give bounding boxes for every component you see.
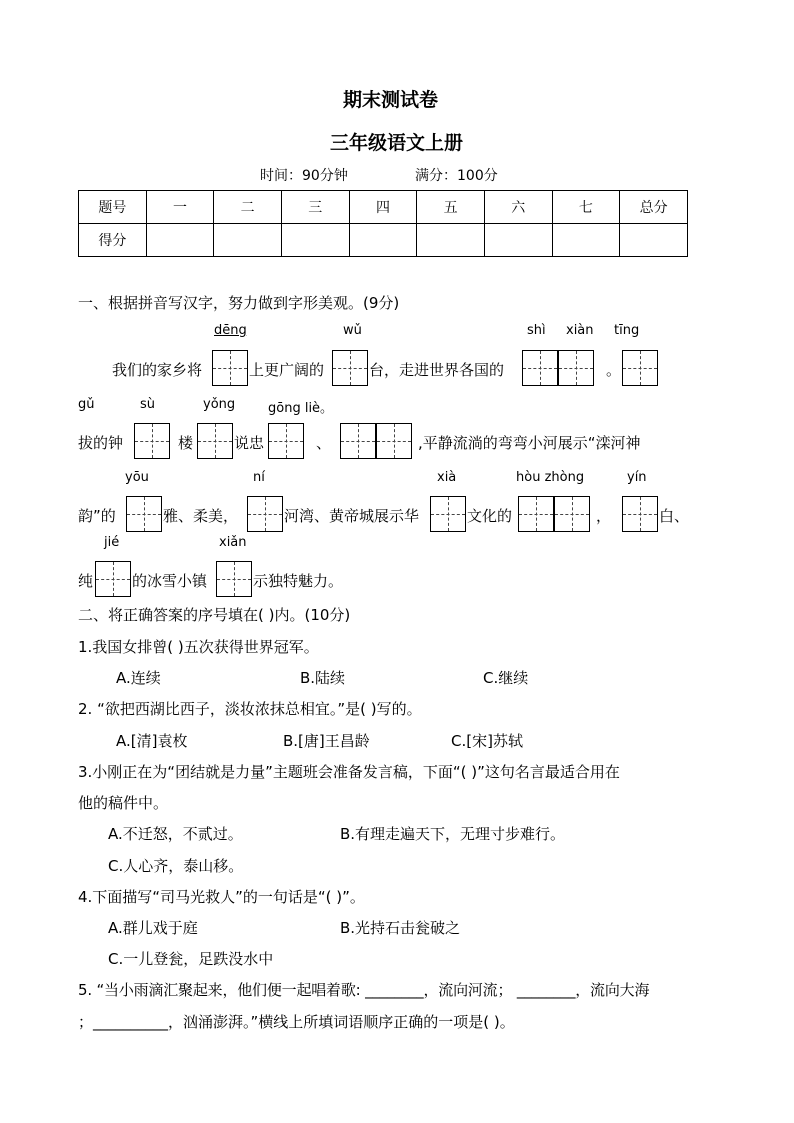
option[interactable]: B.光持石击瓮破之 [340, 919, 461, 937]
pinyin: xià [437, 470, 457, 485]
section-2-heading: 二、将正确答案的序号填在( )内。(10分) [78, 606, 351, 624]
question: 4.下面描写“司马光救人”的一句话是“( )”。 [78, 888, 365, 906]
pinyin: yǒng [203, 397, 236, 412]
table-cell: 七 [552, 191, 620, 224]
char-box[interactable] [332, 350, 368, 386]
text: 。 [606, 361, 622, 379]
pinyin: shì [527, 323, 546, 338]
pinyin: hòu zhòng [516, 470, 585, 485]
pinyin: yín [627, 470, 647, 485]
table-cell: 六 [484, 191, 552, 224]
score-input-cell[interactable] [484, 224, 552, 257]
pinyin: xiàn [566, 323, 594, 338]
question: 1.我国女排曾( )五次获得世界冠军。 [78, 638, 319, 656]
char-box[interactable] [622, 350, 658, 386]
question: 5. “当小雨滴汇聚起来，他们便一起唱着歌: ________，流向河流； ________，流向大海 [78, 981, 650, 999]
text: 台，走进世界各国的 [369, 361, 505, 379]
text: ， [596, 507, 612, 525]
score-input-cell[interactable] [349, 224, 417, 257]
option[interactable]: C.一儿登瓮，足跌没水中 [108, 950, 274, 968]
score-input-cell[interactable] [146, 224, 214, 257]
text: 楼 [178, 434, 194, 452]
text: 、 [316, 434, 332, 452]
score-input-cell[interactable] [552, 224, 620, 257]
question: 3.小刚正在为“团结就是力量”主题班会准备发言稿，下面“( )”这句名言最适合用在 [78, 763, 620, 781]
pinyin: gōng liè。 [268, 401, 334, 416]
text: 示独特魅力。 [253, 572, 344, 590]
pinyin: xiǎn [219, 535, 247, 550]
char-box[interactable] [622, 496, 658, 532]
pinyin: yōu [125, 470, 149, 485]
char-box[interactable] [268, 423, 304, 459]
question: 2. “欲把西湖比西子，淡妆浓抹总相宜。”是( )写的。 [78, 700, 422, 718]
question: ；__________，汹涌澎湃。”横线上所填词语顺序正确的一项是( )。 [78, 1013, 515, 1031]
pinyin: sù [140, 397, 156, 412]
char-box[interactable] [197, 423, 233, 459]
option[interactable]: A.不迁怒，不贰过。 [108, 825, 243, 843]
text: 河湾、黄帝城展示华 [284, 507, 420, 525]
score-input-cell[interactable] [620, 224, 688, 257]
table-cell: 五 [417, 191, 485, 224]
pinyin: ní [253, 470, 265, 485]
pinyin: jié [104, 535, 120, 550]
text: ,平静流淌的弯弯小河展示“滦河神 [418, 434, 641, 452]
table-cell: 二 [214, 191, 282, 224]
table-row [79, 224, 688, 257]
table-cell: 四 [349, 191, 417, 224]
option[interactable]: B.有理走遍天下，无理寸步难行。 [340, 825, 566, 843]
table-cell: 总分 [620, 191, 688, 224]
char-box[interactable] [340, 423, 376, 459]
pinyin: wǔ [343, 323, 362, 338]
char-box[interactable] [212, 350, 248, 386]
char-box[interactable] [95, 561, 131, 597]
option[interactable]: C.[宋]苏轼 [451, 732, 523, 750]
score-input-cell[interactable] [214, 224, 282, 257]
text: 雅、柔美， [163, 507, 239, 525]
char-box[interactable] [554, 496, 590, 532]
text: 我们的家乡将 [112, 361, 203, 379]
char-box[interactable] [247, 496, 283, 532]
pinyin: tīng [614, 323, 640, 338]
score-table [78, 190, 688, 257]
text: 说忠 [234, 434, 265, 452]
text: 纯 [78, 572, 94, 590]
char-box[interactable] [126, 496, 162, 532]
text: 上更广阔的 [249, 361, 325, 379]
pinyin: gǔ [78, 397, 95, 412]
char-box[interactable] [522, 350, 558, 386]
pinyin: dēng [214, 323, 247, 338]
question: 他的稿件中。 [78, 794, 169, 812]
option[interactable]: A.群儿戏于庭 [108, 919, 198, 937]
score-label: 满分：100分 [415, 168, 498, 184]
text: 韵”的 [78, 507, 116, 525]
section-1-heading: 一、根据拼音写汉字，努力做到字形美观。(9分) [78, 294, 400, 312]
text: 文化的 [467, 507, 513, 525]
table-cell: 题号 [79, 191, 147, 224]
table-cell: 一 [146, 191, 214, 224]
option[interactable]: A.连续 [116, 669, 161, 687]
score-input-cell[interactable] [281, 224, 349, 257]
char-box[interactable] [134, 423, 170, 459]
time-label: 时间：90分钟 [260, 168, 348, 184]
option[interactable]: B.[唐]王昌龄 [283, 732, 370, 750]
text: 拔的钟 [78, 434, 124, 452]
score-input-cell[interactable] [417, 224, 485, 257]
table-cell: 得分 [79, 224, 147, 257]
option[interactable]: C.继续 [483, 669, 529, 687]
option[interactable]: B.陆续 [300, 669, 346, 687]
table-cell: 三 [281, 191, 349, 224]
table-row [79, 191, 688, 224]
char-box[interactable] [430, 496, 466, 532]
page-title: 期末测试卷 [343, 89, 439, 111]
char-box[interactable] [518, 496, 554, 532]
text: 的冰雪小镇 [132, 572, 208, 590]
option[interactable]: C.人心齐，泰山移。 [108, 857, 244, 875]
page-subtitle: 三年级语文上册 [330, 132, 464, 154]
char-box[interactable] [216, 561, 252, 597]
text: 白、 [659, 507, 690, 525]
option[interactable]: A.[清]袁枚 [116, 732, 188, 750]
char-box[interactable] [558, 350, 594, 386]
char-box[interactable] [376, 423, 412, 459]
